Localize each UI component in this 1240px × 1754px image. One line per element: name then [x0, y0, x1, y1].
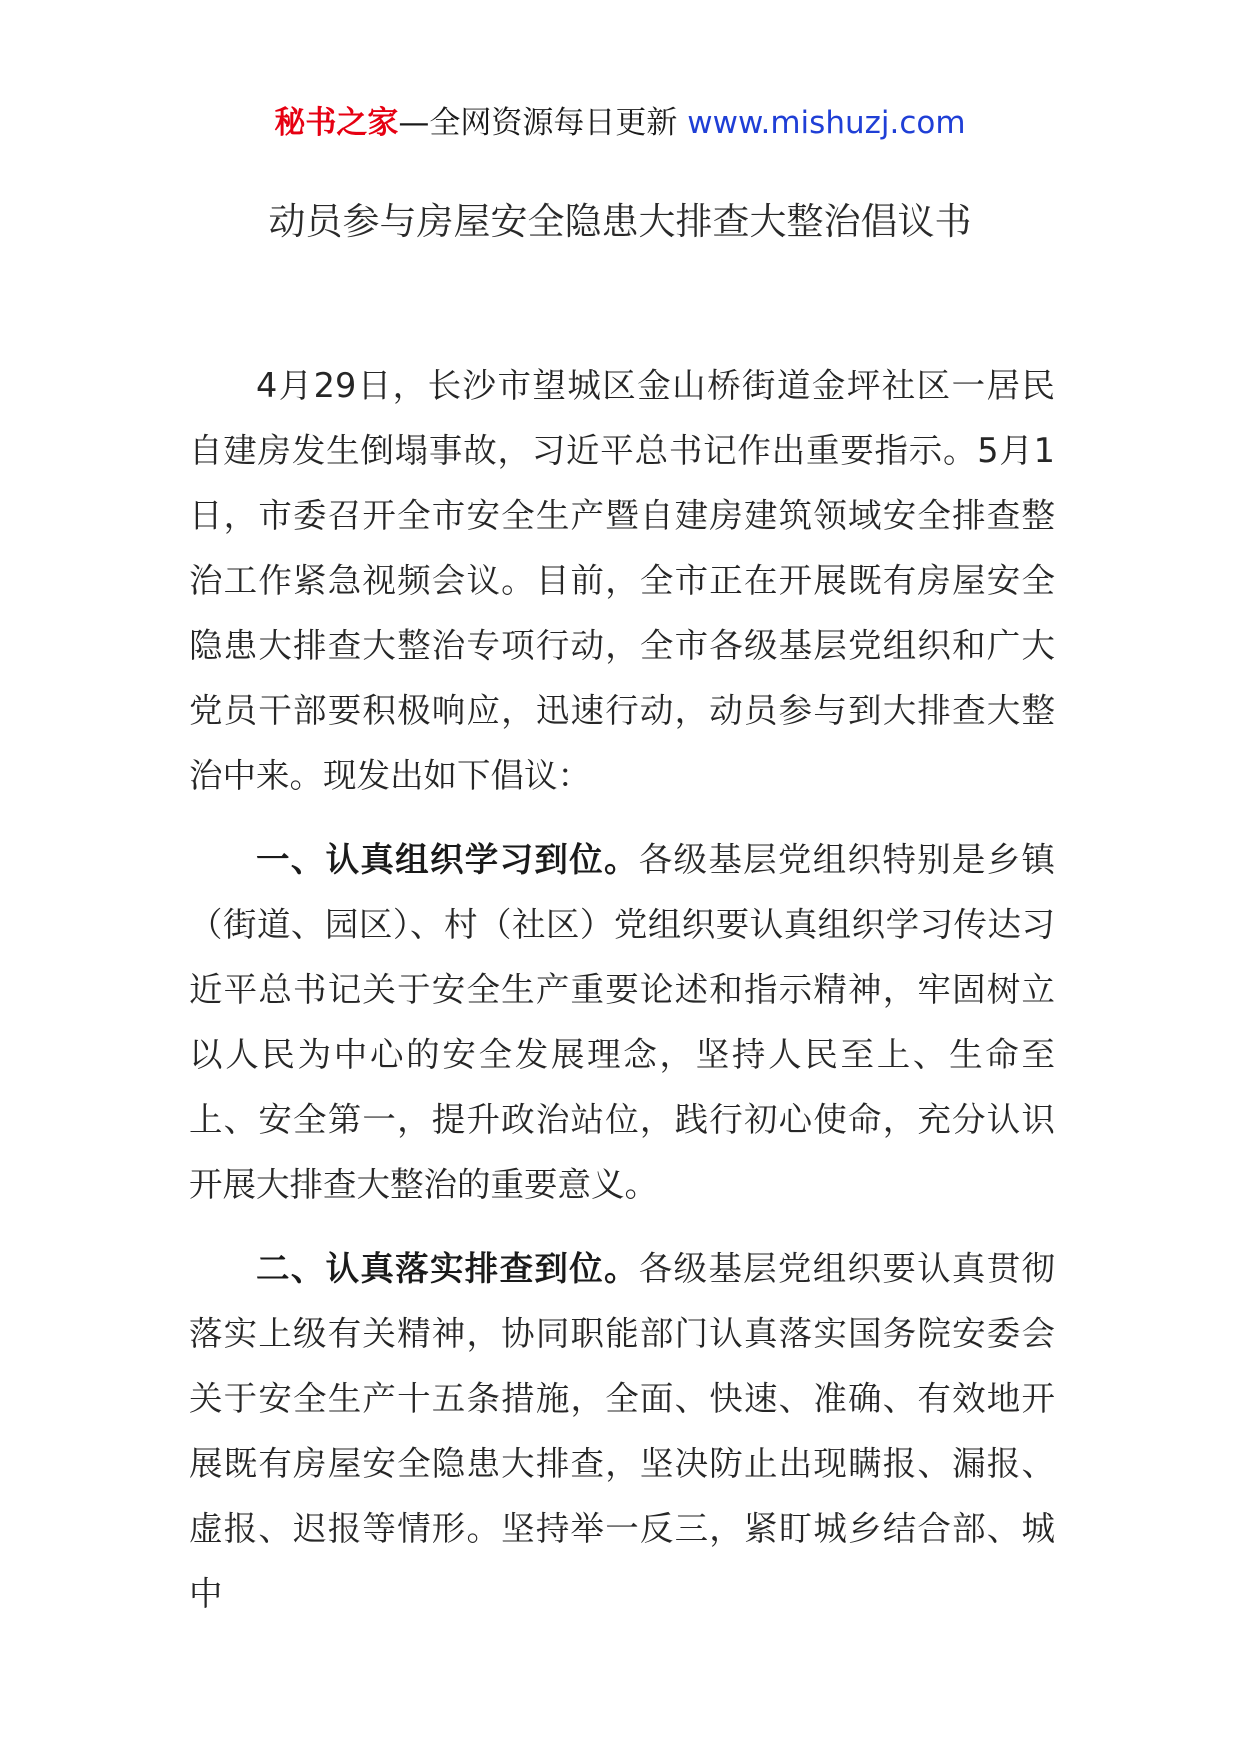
document-title: 动员参与房屋安全隐患大排查大整治倡议书	[268, 200, 972, 243]
document-body	[189, 353, 1055, 1645]
paragraph-intro	[189, 353, 1055, 808]
site-tagline: —全网资源每日更新	[398, 105, 678, 141]
paragraph-point-2	[189, 1236, 1055, 1626]
site-url-link[interactable]: www.mishuzj.com	[687, 105, 966, 141]
paragraph-text: 各级基层党组织要认真贯彻落实上级有关精神，协同职能部门认真落实国务院安委会关于安全生产十五条措施，全面、快速、准确、有效地开展既有房屋安全隐患大排查，坚决防止出现瞒报、漏报、虚报、迟报等情形。坚持举一反三，紧盯城乡结合部、城中	[189, 1249, 1055, 1613]
paragraph-text: 4月29日，长沙市望城区金山桥街道金坪社区一居民自建房发生倒塌事故，习近平总书记作出重要指示。5月1日，市委召开全市安全生产暨自建房建筑领域安全排查整治工作紧急视频会议。目前，全市正在开展既有房屋安全隐患大排查大整治专项行动，全市各级基层党组织和广大党员干部要积极响应，迅速行动，动员参与到大排查大整治中来。现发出如下倡议：	[189, 366, 1055, 795]
paragraph-heading: 二、认真落实排查到位。	[256, 1249, 639, 1288]
paragraph-text: 各级基层党组织特别是乡镇（街道、园区）、村（社区）党组织要认真组织学习传达习近平总书记关于安全生产重要论述和指示精神，牢固树立以人民为中心的安全发展理念，坚持人民至上、生命至上、安全第一，提升政治站位，践行初心使命，充分认识开展大排查大整治的重要意义。	[189, 840, 1055, 1204]
site-brand: 秘书之家	[274, 105, 399, 141]
paragraph-heading: 一、认真组织学习到位。	[256, 840, 639, 879]
paragraph-point-1	[189, 827, 1055, 1217]
site-header	[0, 98, 1240, 148]
